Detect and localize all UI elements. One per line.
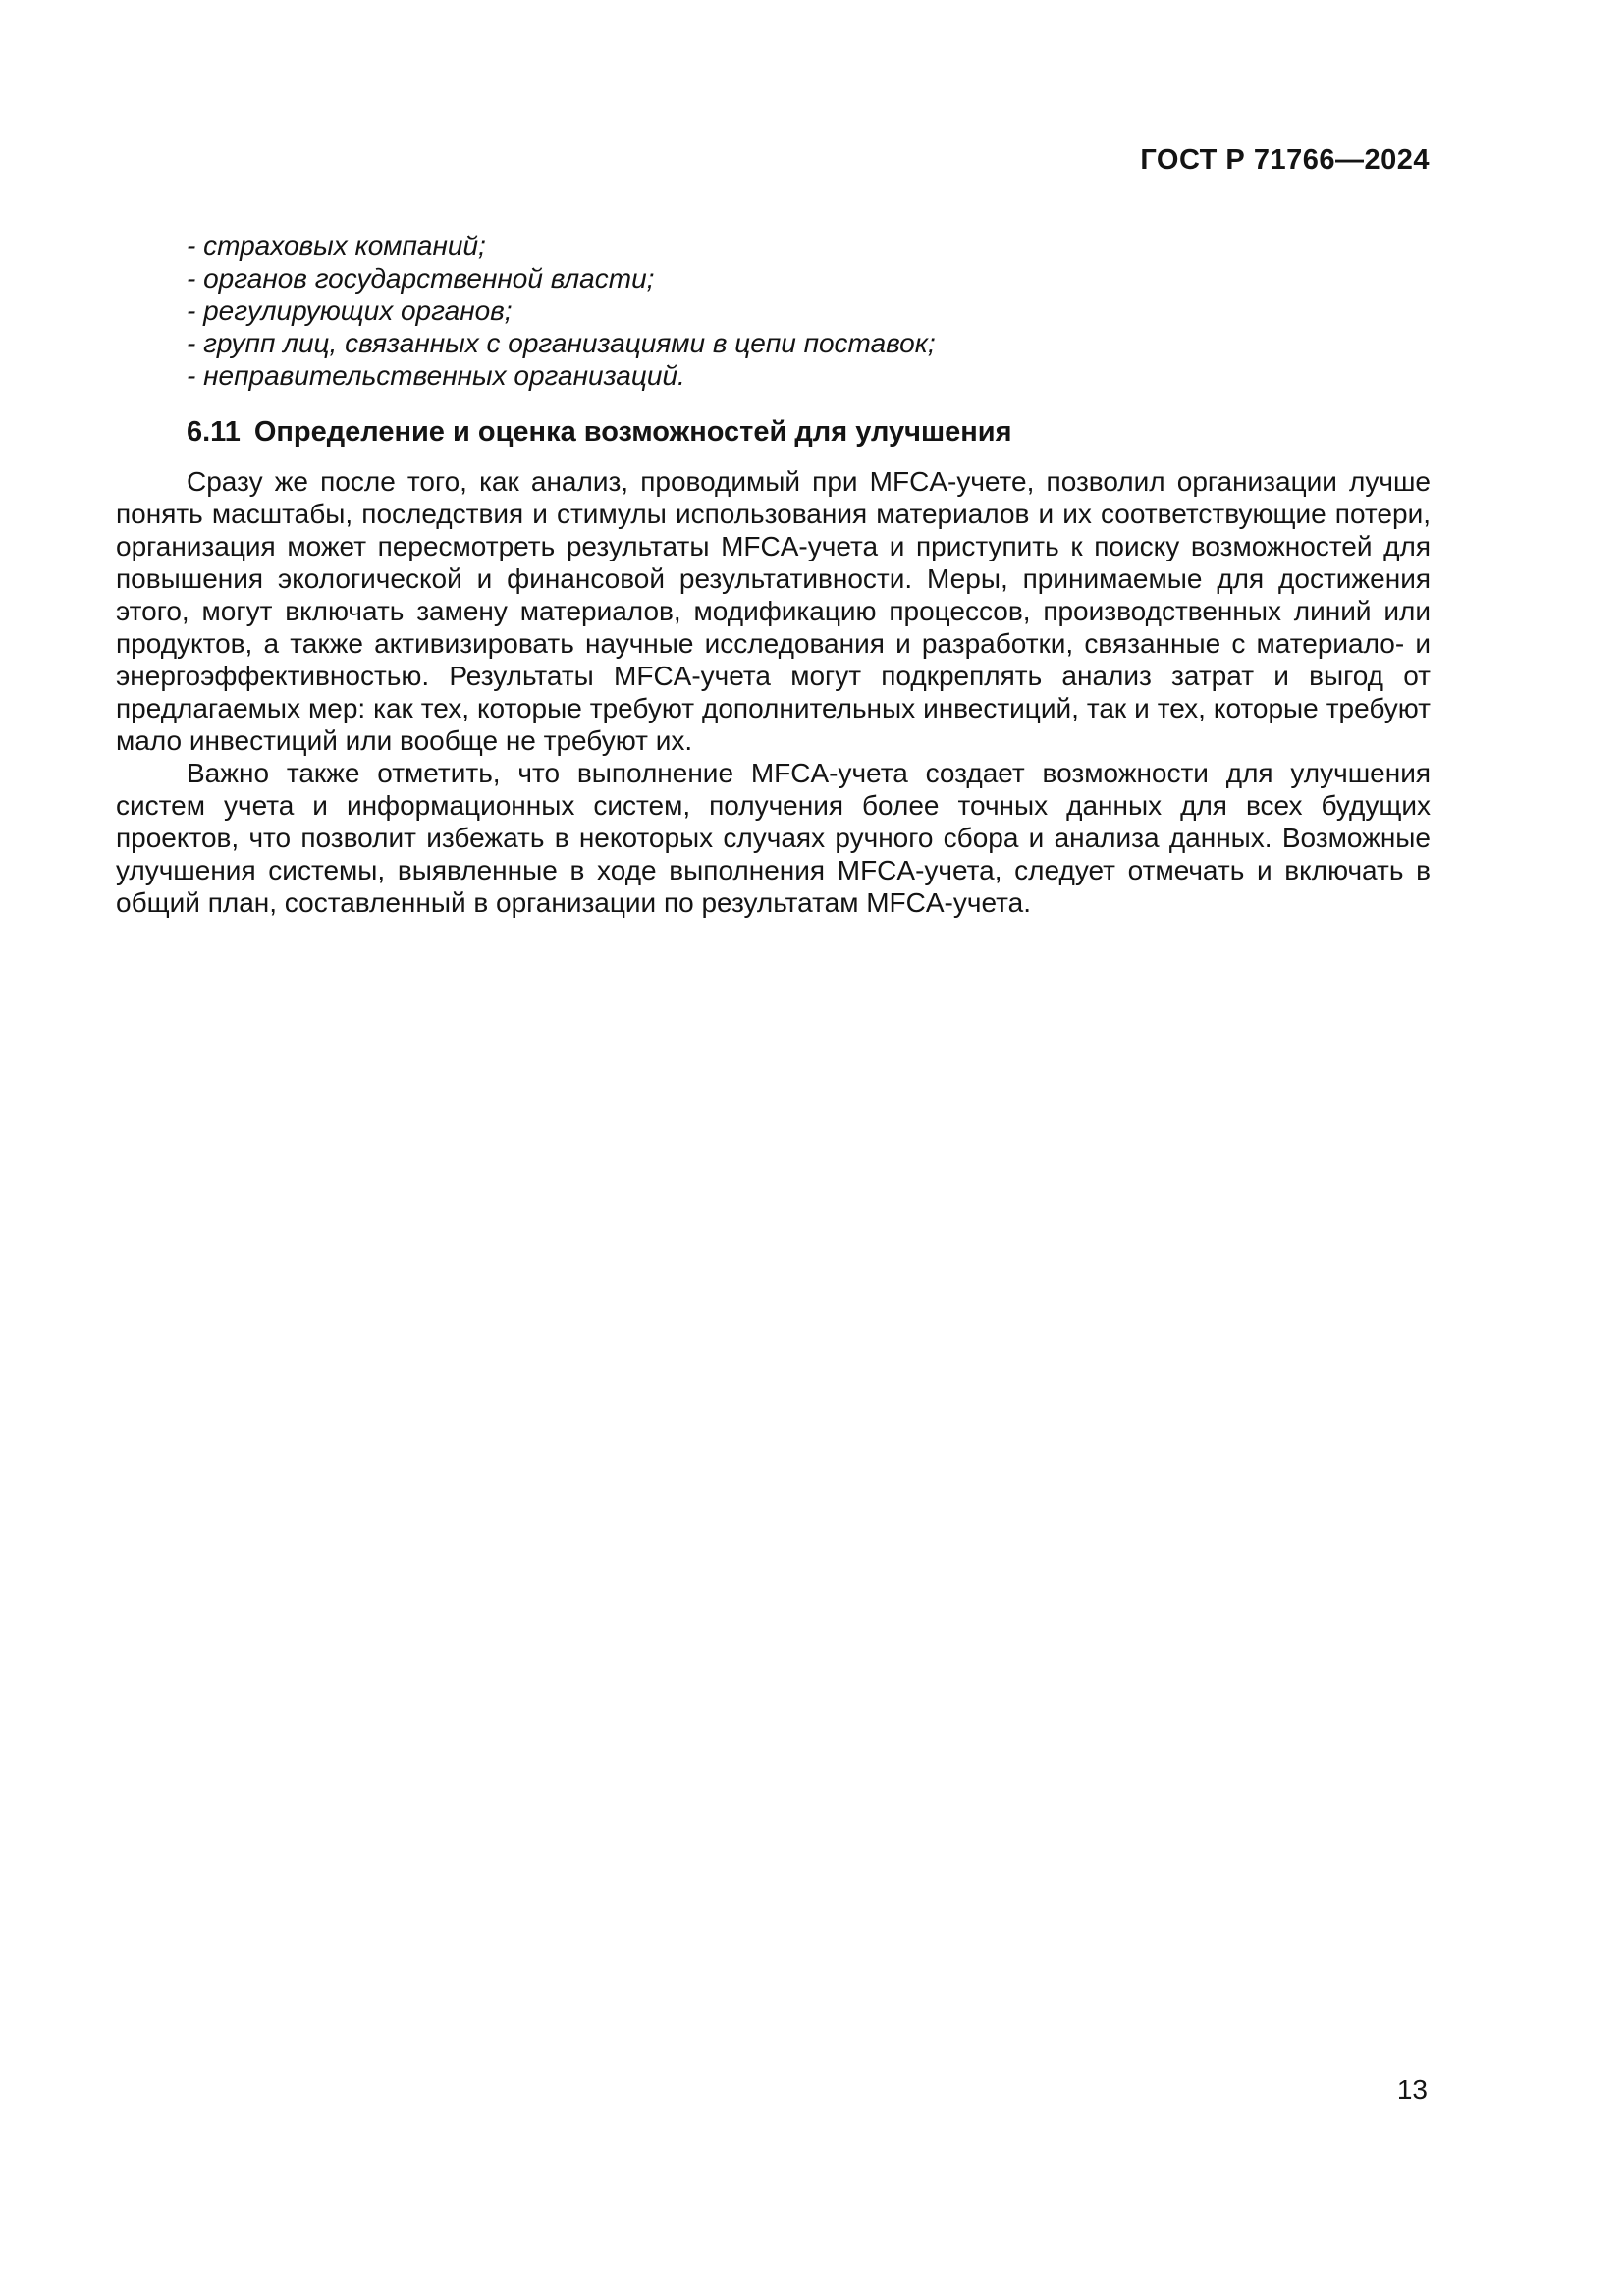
section-heading xyxy=(116,416,1431,449)
page-number: 13 xyxy=(1396,2074,1428,2105)
list-item: - регулирующих органов; xyxy=(187,295,513,326)
document-content xyxy=(116,230,1431,919)
list-item: - страховых компаний; xyxy=(187,231,486,261)
standard-number-header: ГОСТ Р 71766—2024 xyxy=(1140,144,1430,176)
list-item: - групп лиц, связанных с организациями в цепи поставок; xyxy=(187,328,936,358)
stakeholder-list xyxy=(116,230,1431,392)
section-title: Определение и оценка возможностей для улучшения xyxy=(253,416,1012,448)
body-paragraph: Сразу же после того, как анализ, проводимый при MFCA-учете, позволил организации лучше понять масштабы, последствия и стимулы использования материалов и их соответствующие потери, организация может пересмотреть результаты MFCA-учета и приступить к поиску возможностей для повышения экологической и финансовой результативности. Меры, принимаемые для достижения этого, могут включать замену материалов, модификацию процессов, производственных линий или продуктов, а также активизировать научные исследования и разработки, связанные с материало- и энергоэффективностью. Результаты MFCA-учета могут подкреплять анализ затрат и выгод от предлагаемых мер: как тех, которые требуют дополнительных инвестиций, так и тех, которые требуют мало инвестиций или вообще не требуют их. xyxy=(116,466,1431,756)
section-number: 6.11 xyxy=(187,416,241,448)
list-item: - органов государственной власти; xyxy=(187,263,655,294)
body-paragraph: Важно также отметить, что выполнение MFCA-учета создает возможности для улучшения систем учета и информационных систем, получения более точных данных для всех будущих проектов, что позволит избежать в некоторых случаях ручного сбора и анализа данных. Возможные улучшения системы, выявленные в ходе выполнения MFCA-учета, следует отмечать и включать в общий план, составленный в организации по результатам MFCA-учета. xyxy=(116,758,1431,918)
list-item: - неправительственных организаций. xyxy=(187,360,685,391)
